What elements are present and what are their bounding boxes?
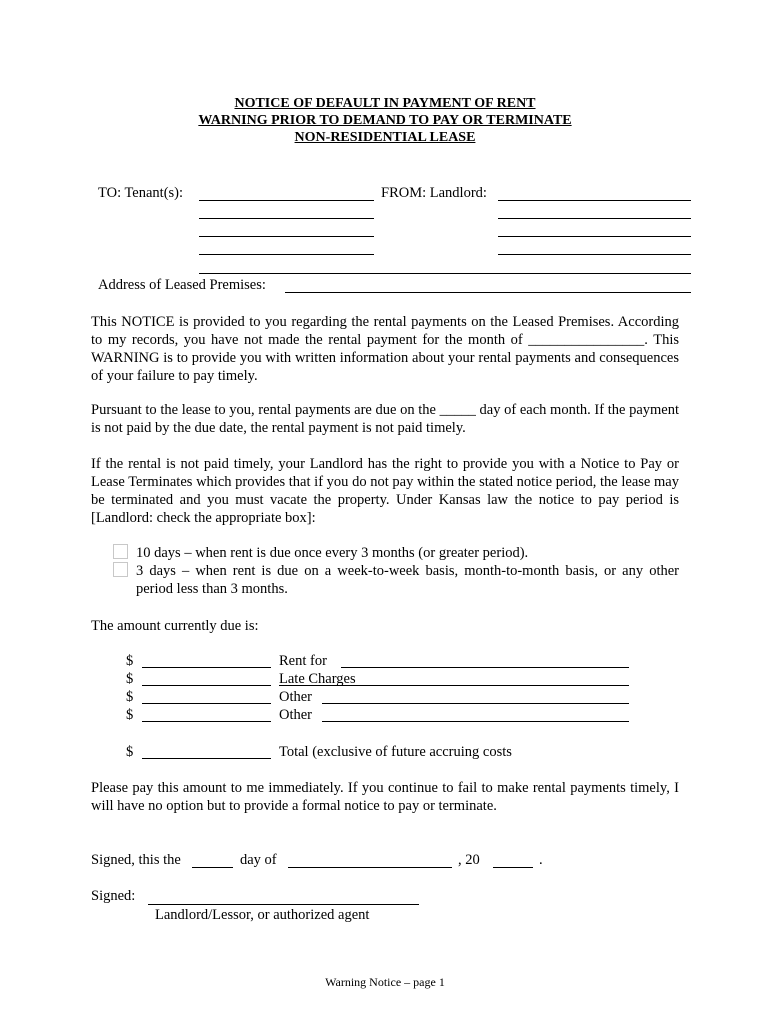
other-description-field-2[interactable] — [322, 721, 629, 722]
title-line-1: NOTICE OF DEFAULT IN PAYMENT OF RENT — [234, 96, 536, 111]
title-line-3: NON-RESIDENTIAL LEASE — [294, 130, 476, 145]
address-field-2[interactable] — [285, 292, 691, 293]
option-3-days-label-line-2: period less than 3 months. — [136, 581, 288, 597]
other-amount-field-2[interactable] — [142, 721, 271, 722]
paragraph-rights: If the rental is not paid timely, your Landlord has the right to provide you with a Notice to Pay or Lease Terminates which provides that if you do not pay within the stated notice period, the lease may be terminated and you must vacate the property. Under Kansas law the notice to pay period is [Landlord: check the appropriate box]: — [91, 456, 679, 526]
option-10-days-label: 10 days – when rent is due once every 3 months (or greater period). — [136, 545, 529, 561]
option-3-days-checkbox[interactable] — [113, 562, 128, 577]
signed-this-label: Signed, this the — [91, 852, 181, 868]
tenant-field-4[interactable] — [199, 254, 374, 255]
signed-day-field[interactable] — [192, 867, 233, 868]
tenant-field-3[interactable] — [199, 236, 374, 237]
address-field-1[interactable] — [199, 273, 691, 274]
signed-month-field[interactable] — [288, 867, 452, 868]
late-charges-description-field[interactable] — [279, 685, 629, 686]
late-charges-amount-field[interactable] — [142, 685, 271, 686]
signature-field[interactable] — [148, 904, 419, 905]
period-mark: . — [539, 852, 543, 868]
title-line-2: WARNING PRIOR TO DEMAND TO PAY OR TERMINATE — [198, 113, 572, 128]
landlord-field-1[interactable] — [498, 200, 691, 201]
other-description-field-1[interactable] — [322, 703, 629, 704]
tenant-field-2[interactable] — [199, 218, 374, 219]
currency-symbol: $ — [126, 707, 134, 723]
landlord-field-4[interactable] — [498, 254, 691, 255]
signer-caption: Landlord/Lessor, or authorized agent — [155, 907, 370, 923]
rent-for-label: Rent for — [279, 653, 327, 669]
paragraph-notice: This NOTICE is provided to you regarding the rental payments on the Leased Premises. According to my records, you have not made the rental payment for the month of ________________. This WARNING is to provide you with written information about your rental payments and consequences of your failure to pay timely. — [91, 314, 679, 384]
currency-symbol: $ — [126, 689, 134, 705]
landlord-field-3[interactable] — [498, 236, 691, 237]
total-amount-field[interactable] — [142, 758, 271, 759]
amount-heading: The amount currently due is: — [91, 618, 259, 634]
tenant-label: TO: Tenant(s): — [98, 185, 184, 201]
landlord-field-2[interactable] — [498, 218, 691, 219]
currency-symbol: $ — [126, 744, 134, 760]
total-label: Total (exclusive of future accruing costs — [279, 744, 512, 760]
page-footer: Warning Notice – page 1 — [325, 975, 445, 989]
day-of-label: day of — [240, 852, 277, 868]
tenant-field-1[interactable] — [199, 200, 374, 201]
option-3-days-label-line-1: 3 days – when rent is due on a week-to-week basis, month-to-month basis, or any other — [136, 563, 679, 579]
rent-for-field[interactable] — [341, 667, 629, 668]
option-10-days-checkbox[interactable] — [113, 544, 128, 559]
other-label-2: Other — [279, 707, 313, 723]
landlord-label: FROM: Landlord: — [381, 185, 487, 201]
late-charges-label: Late Charges — [279, 671, 356, 687]
paragraph-due-date: Pursuant to the lease to you, rental payments are due on the _____ day of each month. If the payment is not paid by the due date, the rental payment is not paid timely. — [91, 402, 679, 436]
document-title-block — [0, 95, 770, 146]
currency-symbol: $ — [126, 653, 134, 669]
other-label-1: Other — [279, 689, 313, 705]
year-prefix: , 20 — [458, 852, 480, 868]
address-label: Address of Leased Premises: — [98, 277, 266, 293]
signed-label: Signed: — [91, 888, 136, 904]
paragraph-closing: Please pay this amount to me immediately. If you continue to fail to make rental payments timely, I will have no option but to provide a formal notice to pay or terminate. — [91, 780, 679, 814]
currency-symbol: $ — [126, 671, 134, 687]
signed-year-field[interactable] — [493, 867, 533, 868]
rent-amount-field[interactable] — [142, 667, 271, 668]
other-amount-field-1[interactable] — [142, 703, 271, 704]
